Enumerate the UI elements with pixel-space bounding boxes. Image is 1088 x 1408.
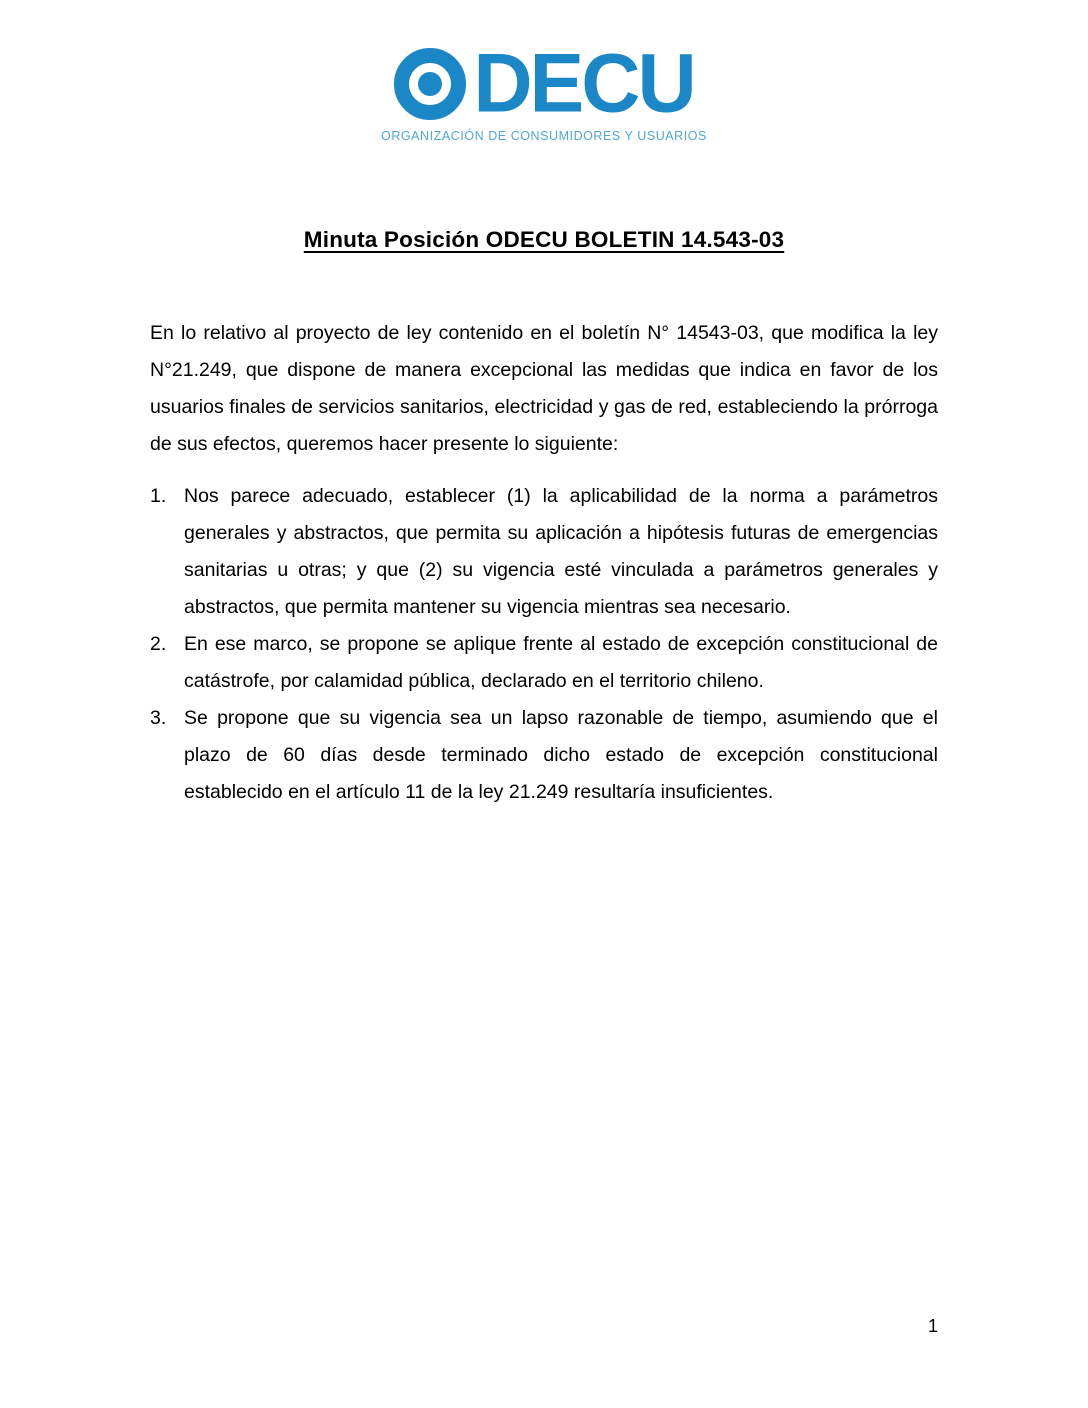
list-item-text: Nos parece adecuado, establecer (1) la aplicabilidad de la norma a parámetros generales y abstractos, que permita su aplicación a hipótesis futuras de emergencias sanitarias u otras; y que (2) su vigencia esté vinculada a parámetros generales y abstractos, que permita mantener su vigencia mientras sea necesario. xyxy=(184,485,938,618)
odecu-wordmark xyxy=(394,37,694,130)
document-body xyxy=(150,315,938,811)
list-item-text: En ese marco, se propone se aplique frente al estado de excepción constitucional de catástrofe, por calamidad pública, declarado en el territorio chileno. xyxy=(184,633,938,692)
list-item-number: 3. xyxy=(150,707,167,729)
odecu-tagline: ORGANIZACIÓN DE CONSUMIDORES Y USUARIOS xyxy=(381,129,707,143)
odecu-logo xyxy=(0,0,1088,143)
page-number: 1 xyxy=(927,1316,938,1336)
list-item-text: Se propone que su vigencia sea un lapso razonable de tiempo, asumiendo que el plazo de 60 días desde terminado dicho estado de excepción constitucional establecido en el artículo 11 de la ley 21.249 resultaría insuficientes. xyxy=(184,707,938,803)
list-item-number: 2. xyxy=(150,633,167,655)
odecu-o-dot-icon xyxy=(418,72,442,96)
list-item xyxy=(150,700,938,811)
list-item-number: 1. xyxy=(150,485,167,507)
intro-paragraph: En lo relativo al proyecto de ley contenido en el boletín N° 14543-03, que modifica la ley N°21.249, que dispone de manera excepcional las medidas que indica en favor de los usuarios finales de servicios sanitarios, electricidad y gas de red, estableciendo la prórroga de sus efectos, queremos hacer presente lo siguiente: xyxy=(150,322,938,455)
document-title: Minuta Posición ODECU BOLETIN 14.543-03 xyxy=(303,227,785,252)
odecu-wordmark-text: DECU xyxy=(473,37,694,130)
numbered-list xyxy=(150,478,938,811)
list-item xyxy=(150,478,938,626)
odecu-o-ring-icon xyxy=(394,48,466,120)
list-item xyxy=(150,626,938,700)
